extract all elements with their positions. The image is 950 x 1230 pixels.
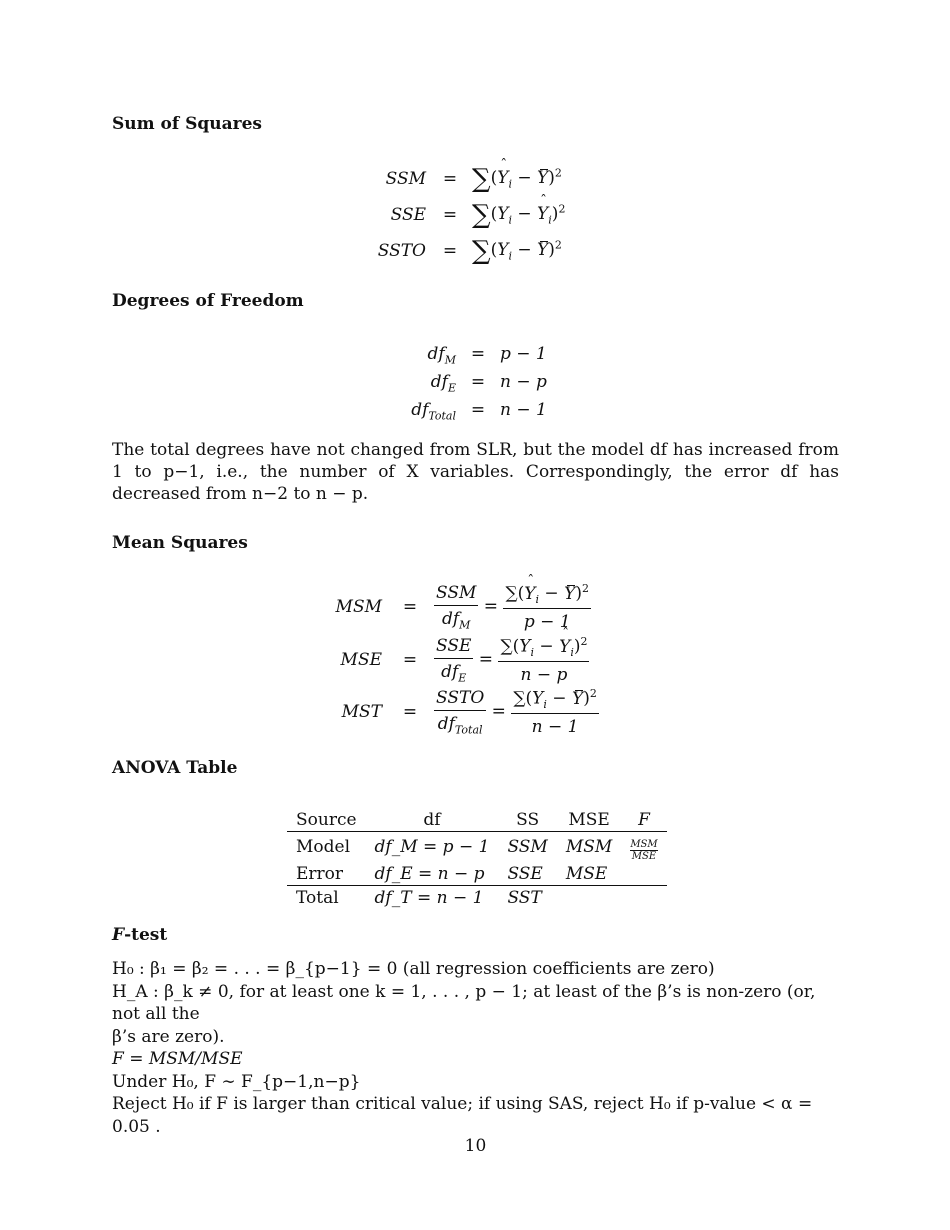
- dftotal-lhs: $df_{Total}$: [411, 400, 456, 423]
- header-f: F: [638, 809, 650, 830]
- equals-sign: =: [402, 702, 418, 722]
- heading-degrees-of-freedom: Degrees of Freedom: [112, 291, 304, 311]
- cell-mse: MSE: [565, 863, 608, 884]
- mse-den: n − p: [520, 665, 568, 686]
- heading-mean-squares: Mean Squares: [112, 533, 248, 553]
- sse-lhs: SSE: [390, 205, 426, 225]
- cell-df: df_M = p − 1: [366, 832, 499, 863]
- cell-f: [621, 862, 666, 886]
- equals-sign: =: [442, 169, 458, 189]
- header-mse: MSE: [568, 809, 610, 830]
- f-den: MSE: [631, 851, 657, 862]
- page-number: 10: [464, 1136, 487, 1156]
- mst-den: n − 1: [531, 717, 579, 738]
- f-test-suffix: -test: [124, 925, 168, 945]
- equals-sign: =: [402, 650, 418, 670]
- cell-df: df_T = n − 1: [366, 886, 499, 910]
- heading-f-test: [112, 925, 167, 945]
- cell-df: df_E = n − p: [374, 863, 485, 884]
- null-hypothesis: H₀ : β₁ = β₂ = . . . = β_{p−1} = 0 (all regression coefficients are zero): [112, 959, 715, 979]
- f-statistic-definition: F = MSM/MSE: [112, 1049, 243, 1069]
- dftotal-rhs: n − 1: [500, 400, 547, 420]
- dfe-rhs: n − p: [500, 372, 547, 392]
- header-df: df: [423, 809, 441, 830]
- ssto-equation: [112, 236, 839, 272]
- dfe-equation: [112, 372, 839, 400]
- table-row-total: [287, 886, 667, 910]
- msm-rhs: $\frac{\text{SSM}}{df_M}$ = $\frac{\sum(ˆ Y_i - Y)^2}{p - 1}$: [434, 582, 591, 632]
- dfm-equation: [112, 344, 839, 372]
- alt-hypothesis-line1: H_A : β_k ≠ 0, for at least one k = 1, . . . , p − 1; at least of the β’s is non-zero (or, not all the: [112, 981, 816, 1024]
- cell-source: Error: [296, 863, 344, 884]
- null-distribution: Under H₀, F ∼ F_{p−1,n−p}: [112, 1071, 361, 1092]
- dfm-lhs: $df_M$: [427, 344, 456, 367]
- cell-source: Model: [287, 832, 366, 863]
- anova-table: [287, 808, 667, 909]
- ssm-equation: [112, 164, 839, 200]
- header-ss: SS: [516, 809, 540, 830]
- cell-mse: [557, 886, 621, 910]
- sse-equation: [112, 200, 839, 236]
- mse-equation: [112, 635, 839, 687]
- mst-lhs: MST: [341, 702, 382, 722]
- msm-lhs: MSM: [335, 597, 382, 617]
- sse-rhs: $\sum(Y_i$ − ˆ $Y_i)^2$: [472, 200, 565, 230]
- equals-sign: =: [442, 205, 458, 225]
- equals-sign: =: [470, 344, 486, 364]
- cell-mse: MSM: [557, 832, 621, 863]
- equals-sign: =: [402, 597, 418, 617]
- ssto-rhs: $\sum(Y_i - Y)^2$: [472, 236, 562, 266]
- rejection-rule: Reject H₀ if F is larger than critical value; if using SAS, reject H₀ if p-value < α = 0.05 .: [112, 1094, 813, 1137]
- dfe-lhs: $df_E$: [430, 372, 456, 395]
- cell-ss: SSE: [507, 863, 543, 884]
- msm-den: p − 1: [523, 612, 571, 633]
- f-test-body: [112, 958, 839, 1138]
- ssto-num: SSTO: [436, 687, 485, 708]
- ssto-lhs: SSTO: [377, 241, 426, 261]
- cell-source: Total: [287, 886, 366, 910]
- ssm-num: SSM: [436, 582, 477, 603]
- ssm-lhs: SSM: [385, 169, 426, 189]
- heading-sum-of-squares: Sum of Squares: [112, 114, 262, 134]
- dfm-rhs: p − 1: [500, 344, 547, 364]
- cell-f: [621, 886, 666, 910]
- anova-header-row: [287, 808, 667, 832]
- cell-ss: SST: [498, 886, 556, 910]
- header-source: Source: [296, 809, 357, 830]
- sse-num: SSE: [436, 635, 472, 656]
- ms-equations: [112, 582, 839, 742]
- msm-equation: [112, 582, 839, 634]
- heading-anova-table: ANOVA Table: [112, 758, 238, 778]
- mse-rhs: $\frac{\text{SSE}}{df_E}$ = $\frac{\sum(Y_i - ˆ Y_i)^2}{n - p}$: [434, 635, 589, 685]
- ssm-rhs: ∑(ˆ $Y_i - Y)^2$: [472, 164, 562, 194]
- df-equations: [112, 344, 839, 428]
- mse-lhs: MSE: [340, 650, 382, 670]
- page: [112, 0, 839, 1230]
- mst-equation: [112, 687, 839, 739]
- table-row-error: [287, 862, 667, 886]
- cell-f: [621, 832, 666, 863]
- equals-sign: =: [470, 372, 486, 392]
- alt-hypothesis-line2: β’s are zero).: [112, 1026, 225, 1047]
- f-num: MSM: [630, 839, 658, 850]
- ss-equations: [112, 164, 839, 274]
- mst-rhs: $\frac{\text{SSTO}}{df_{Total}}$ = $\frac{\sum(Y_i - Y)^2}{n - 1}$: [436, 687, 597, 738]
- f-symbol: F: [112, 925, 125, 945]
- dftotal-equation: [112, 400, 839, 428]
- cell-ss: SSM: [498, 832, 556, 863]
- equals-sign: =: [470, 400, 486, 420]
- df-explanation-paragraph: The total degrees have not changed from SLR, but the model df has increased from 1 to p−1, i.e., the number of X variables. Correspondingly, the error df has decreased from n−2 to n − p.: [112, 440, 839, 504]
- equals-sign: =: [442, 241, 458, 261]
- table-row-model: [287, 832, 667, 863]
